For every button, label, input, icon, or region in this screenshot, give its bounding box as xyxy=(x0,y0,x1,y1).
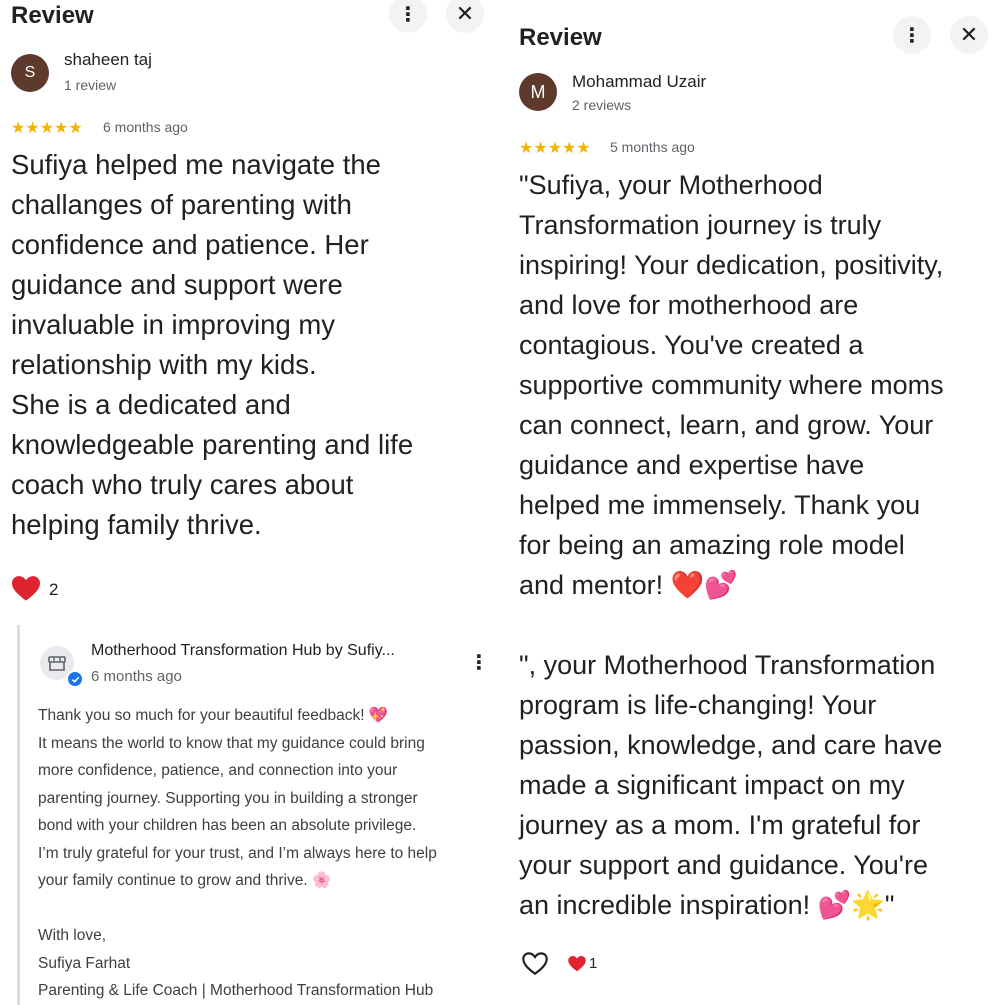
more-options-button[interactable] xyxy=(389,0,427,33)
panel-title: Review xyxy=(11,2,94,29)
heart-icon xyxy=(568,956,586,972)
avatar[interactable]: M xyxy=(519,73,557,111)
star-rating: ★★★★★ xyxy=(519,140,591,157)
review-text: "Sufiya, your Motherhood Transformation journey is truly inspiring! Your dedication, positivity, and love for motherhood are contagious. You've created a supportive community where moms can connect, learn, and grow. Your guidance and expertise have helped me immensely. Thank you for being an amazing role model and mentor! ❤️💕 ", your Motherhood Transformation program is life-changing! Your passion, knowledge, and care have made a significant impact on my journey as a mom. I'm grateful for your support and guidance. You're an incredible inspiration! 💕🌟" xyxy=(519,170,944,920)
more-vert-icon: ⋮ xyxy=(902,24,922,47)
owner-reply-time: 6 months ago xyxy=(91,668,182,685)
close-button[interactable] xyxy=(446,0,484,33)
owner-name[interactable]: Motherhood Transformation Hub by Sufiy... xyxy=(91,642,395,659)
more-vert-icon: ⋮ xyxy=(469,652,489,674)
more-options-button[interactable] xyxy=(893,16,931,54)
heart-icon xyxy=(12,576,40,602)
reviewer-count: 1 review xyxy=(64,77,117,93)
verified-icon xyxy=(66,670,84,688)
review-text: Sufiya helped me navigate the challanges of parenting with confidence and patience. Her guidance and support were invaluable in improving my relationship with my kids. She is a dedicated and knowledgeable parenting and life coach who truly cares about helping family thrive. xyxy=(11,149,414,540)
store-icon xyxy=(47,653,67,673)
close-icon: ✕ xyxy=(959,22,979,47)
owner-reply-text: Thank you so much for your beautiful feedback! 💖 It means the world to know that my guidance could bring more confidence, patience, and connection into your parenting journey. Supporting you in building a stronger bond with your children has been an absolute privilege. I’m truly grateful for your trust, and I’m always here to help your family continue to grow and thrive. 🌸 With love, Sufiya Farhat Parenting & Life Coach | Motherhood Transformation Hub xyxy=(38,707,437,999)
like-button[interactable] xyxy=(522,952,548,981)
avatar[interactable]: S xyxy=(11,54,49,92)
reaction-count: 1 xyxy=(589,955,598,972)
reviewer-name[interactable]: shaheen taj xyxy=(64,50,152,69)
reply-divider xyxy=(17,625,20,1005)
reviewer-name[interactable]: Mohammad Uzair xyxy=(572,72,707,91)
star-rating: ★★★★★ xyxy=(11,120,83,137)
reaction-button[interactable] xyxy=(568,956,586,977)
review-time: 6 months ago xyxy=(103,119,188,135)
reaction-button[interactable] xyxy=(12,576,40,607)
close-button[interactable] xyxy=(950,16,988,54)
review-time: 5 months ago xyxy=(610,139,695,155)
reaction-count: 2 xyxy=(49,580,59,599)
more-vert-icon: ⋮ xyxy=(398,3,418,26)
close-icon: ✕ xyxy=(455,1,475,26)
reply-more-button[interactable] xyxy=(469,650,489,675)
reviewer-count: 2 reviews xyxy=(572,97,632,113)
panel-title: Review xyxy=(519,24,602,51)
heart-outline-icon xyxy=(522,952,548,976)
review-panel-right xyxy=(508,0,1000,1000)
